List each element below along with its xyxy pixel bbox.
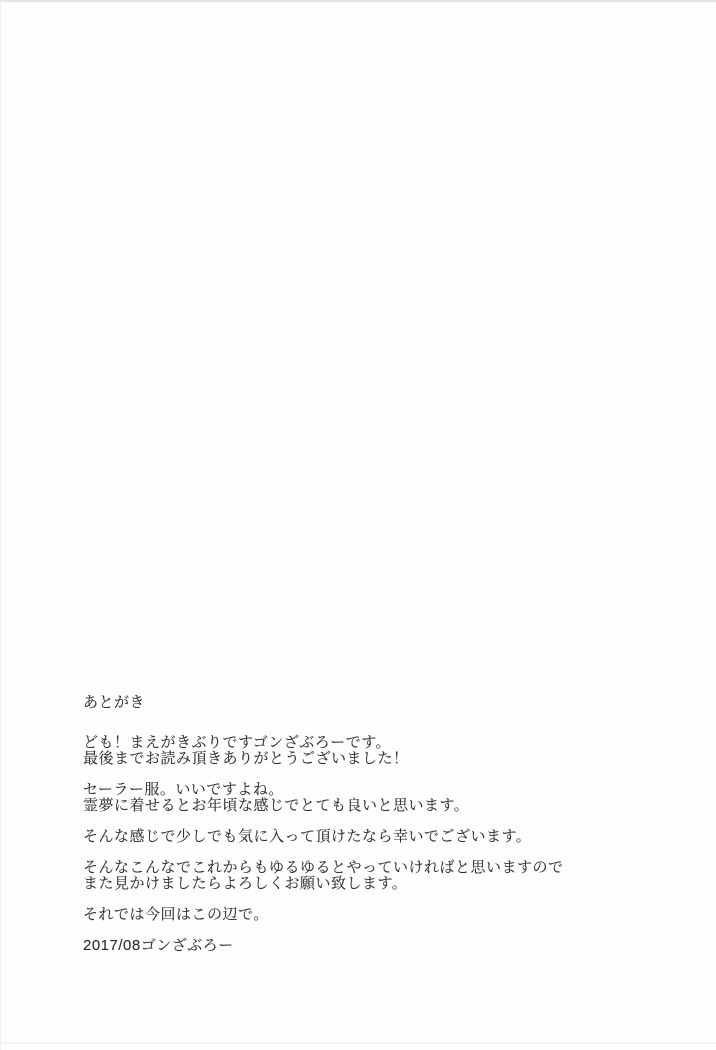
afterword-paragraph xyxy=(83,860,643,892)
afterword-line: そんな感じで少しでも気に入って頂けたなら幸いでございます。 xyxy=(83,828,532,845)
afterword-line: それでは今回はこの辺で。 xyxy=(83,906,269,923)
afterword-line: ども！まえがきぶりですゴンざぶろーです。 xyxy=(83,734,392,751)
scan-bottom-edge xyxy=(1,1042,716,1044)
signature-line: 2017/08ゴンざぶろー xyxy=(83,937,234,954)
afterword-heading: あとがき xyxy=(83,694,146,711)
afterword-paragraph xyxy=(83,907,643,923)
afterword-line: そんなこんなでこれからもゆるゆるとやっていければと思いますので xyxy=(83,859,564,876)
afterword-text-block xyxy=(83,695,643,969)
afterword-signature xyxy=(83,938,643,954)
afterword-paragraph xyxy=(83,782,643,814)
afterword-line: セーラー服。いいですよね。 xyxy=(83,781,284,798)
afterword-line: また見かけましたらよろしくお願い致します。 xyxy=(83,875,408,892)
afterword-line: 最後までお読み頂きありがとうございました！ xyxy=(83,750,409,767)
afterword-line: 霊夢に着せるとお年頃な感じでとても良いと思います。 xyxy=(83,797,470,814)
afterword-paragraph xyxy=(83,829,643,845)
afterword-paragraph xyxy=(83,735,643,767)
